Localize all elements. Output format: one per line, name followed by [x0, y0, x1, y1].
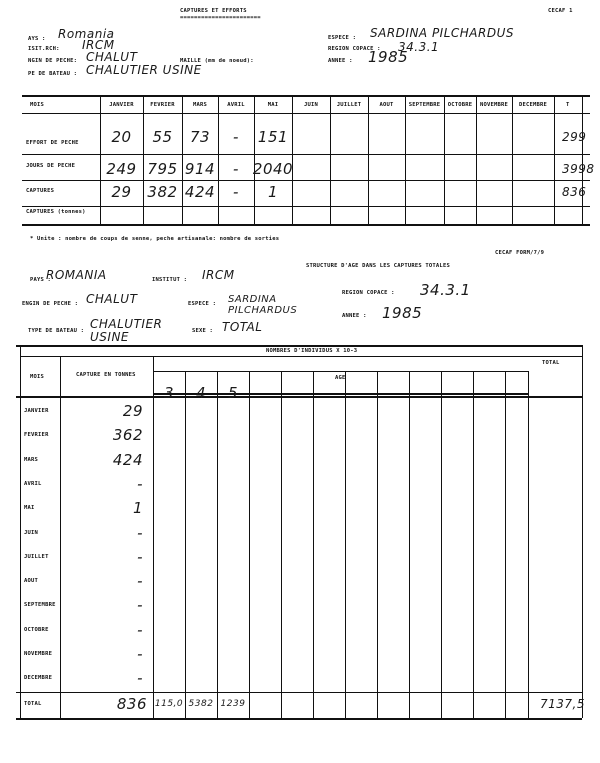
superheader-rule — [20, 356, 582, 357]
cell-value: 1 — [267, 183, 279, 201]
column-rule — [377, 371, 378, 718]
header-total: T — [566, 102, 570, 108]
column-rule — [60, 356, 61, 718]
b-annee-label: ANNEE : — [342, 313, 367, 319]
row-rule — [22, 154, 590, 155]
b-annee-value: 1985 — [382, 304, 423, 322]
month-label: MAI — [24, 505, 35, 512]
age-header-rule — [153, 371, 528, 372]
age-index-rule — [153, 393, 528, 395]
cell-value: 382 — [147, 183, 178, 201]
column-rule — [330, 95, 331, 224]
column-rule — [218, 95, 219, 224]
column-rule — [20, 345, 21, 718]
header-capture: CAPTURE EN TONNES — [76, 372, 136, 378]
capture-value: 1 — [132, 499, 143, 518]
header-month: OCTOBRE — [447, 102, 473, 108]
header-month: AVRIL — [227, 102, 245, 108]
column-rule — [441, 371, 442, 718]
capture-value: - — [137, 645, 143, 663]
age-index: 3 — [163, 384, 175, 402]
row-label: EFFORT DE PECHE — [26, 140, 79, 146]
cell-value: 795 — [147, 160, 178, 178]
bateau-value: CHALUTIER USINE — [86, 63, 202, 77]
form-code: CECAF 1 — [548, 8, 573, 14]
b-bateau-label: TYPE DE BATEAU : — [28, 328, 85, 334]
cell-value: - — [233, 128, 239, 146]
total-label: TOTAL — [24, 701, 42, 707]
bottom-form-code: CECAF FORM/7/9 — [495, 250, 545, 256]
month-label: NOVEMBRE — [24, 651, 53, 657]
annee-label: ANNEE : — [328, 58, 353, 64]
capture-value: - — [137, 596, 143, 615]
region-value: 34.3.1 — [398, 40, 440, 54]
row-total: 3998 — [562, 162, 595, 176]
column-rule — [554, 95, 555, 224]
row-label: CAPTURES — [26, 188, 55, 194]
b-region-label: REGION COPACE : — [342, 290, 395, 296]
capture-value: 29 — [122, 402, 143, 420]
header-month: NOVEMBRE — [479, 102, 509, 108]
institut-label: ISIT.RCH: — [28, 46, 60, 52]
header-month: JANVIER — [109, 102, 134, 108]
footnote: * Unite : nombre de coups de senne, peche artisanale: nombre de sorties — [30, 236, 280, 242]
grand-total: 7137,5 — [540, 697, 585, 711]
row-total: 299 — [562, 130, 587, 144]
cell-value: 151 — [257, 128, 289, 146]
age-index: 4 — [195, 384, 207, 402]
table-bottom-border — [22, 224, 590, 226]
b-pays-label: PAYS : — [30, 277, 52, 283]
row-rule — [22, 180, 590, 181]
capture-value: - — [137, 669, 143, 688]
engin-label: NGIN DE PECHE: — [28, 58, 78, 64]
header-month: SEPTEMBRE — [408, 102, 441, 108]
header-month: FEVRIER — [150, 102, 175, 108]
column-rule — [368, 95, 369, 224]
table-top-border — [22, 95, 590, 97]
total-age-value: 5382 — [188, 699, 214, 709]
capture-value: - — [137, 620, 143, 639]
capture-value: - — [137, 547, 143, 566]
espece-label: ESPECE : — [328, 35, 357, 41]
cell-value: - — [233, 160, 239, 178]
header-month: MARS — [192, 102, 208, 108]
age-structure-title: STRUCTURE D'AGE DANS LES CAPTURES TOTALES — [306, 263, 450, 269]
month-label: JANVIER — [24, 408, 49, 414]
month-label: OCTOBRE — [24, 626, 49, 633]
column-rule — [182, 95, 183, 224]
column-rule — [313, 371, 314, 718]
column-rule — [185, 371, 186, 718]
bateau-label: PE DE BATEAU : — [28, 71, 78, 77]
table-bottom-border — [16, 718, 582, 720]
cell-value: 29 — [111, 183, 132, 201]
capture-value: 424 — [112, 450, 143, 469]
header-total: TOTAL — [542, 360, 560, 366]
b-engin-label: ENGIN DE PECHE : — [22, 301, 79, 307]
header-bottom-rule — [16, 396, 582, 398]
cell-value: - — [233, 183, 239, 201]
row-rule — [22, 206, 590, 207]
month-label: FEVRIER — [24, 432, 49, 439]
column-rule — [473, 371, 474, 718]
pays-label: AYS : — [28, 36, 46, 42]
cell-value: 20 — [111, 128, 132, 146]
month-label: JUIN — [24, 529, 39, 536]
header-age: AGE — [335, 375, 346, 381]
cell-value: 55 — [152, 128, 173, 146]
header-bottom-rule — [22, 113, 590, 114]
column-rule — [582, 345, 583, 718]
column-rule — [249, 371, 250, 718]
cell-value: 914 — [184, 160, 216, 178]
month-label: SEPTEMBRE — [24, 602, 56, 609]
b-sexe-label: SEXE : — [192, 328, 214, 334]
month-label: AVRIL — [24, 480, 42, 487]
header-mois: MOIS — [30, 102, 45, 108]
column-rule — [405, 95, 406, 224]
form-title: CAPTURES ET EFFORTS — [180, 8, 247, 14]
month-label: AOUT — [24, 578, 39, 585]
b-espece-value: SARDINA PILCHARDUS — [228, 294, 298, 316]
capture-value: - — [137, 523, 143, 542]
b-pays-value: ROMANIA — [46, 268, 107, 282]
espece-value: SARDINA PILCHARDUS — [370, 26, 514, 40]
header-month: DECEMBRE — [518, 102, 548, 108]
month-label: JUILLET — [24, 553, 49, 560]
b-institut-label: INSTITUT : — [152, 277, 188, 283]
table-top-border — [16, 345, 582, 347]
column-rule — [143, 95, 144, 224]
header-month: AOUT — [379, 102, 394, 108]
annee-value: 1985 — [368, 48, 409, 66]
month-label: DECEMBRE — [24, 675, 53, 682]
row-label: CAPTURES (tonnes) — [26, 209, 86, 215]
column-rule — [100, 95, 101, 224]
pays-value: Romania — [58, 27, 115, 41]
column-rule — [153, 356, 154, 718]
b-sexe-value: TOTAL — [222, 320, 263, 334]
capture-value: - — [137, 572, 143, 591]
header-mois: MOIS — [30, 374, 45, 380]
b-engin-value: CHALUT — [86, 292, 138, 306]
b-bateau-value: CHALUTIER USINE — [90, 317, 163, 344]
header-month: JUIN — [303, 102, 319, 108]
cell-value: 2040 — [252, 160, 294, 178]
superheader: NOMBRES D'INDIVIDUS X 10-3 — [266, 348, 358, 354]
b-espece-label: ESPECE : — [188, 301, 217, 307]
capture-value: 362 — [112, 426, 143, 445]
column-rule — [582, 95, 583, 224]
total-capture: 836 — [116, 695, 147, 713]
b-region-value: 34.3.1 — [420, 281, 471, 299]
capture-value: - — [137, 474, 143, 493]
column-rule — [444, 95, 445, 224]
cell-value: 73 — [189, 128, 211, 146]
maille-label: MAILLE (mm de noeud): — [180, 58, 254, 64]
column-rule — [217, 371, 218, 718]
engin-value: CHALUT — [86, 50, 138, 64]
column-rule — [476, 95, 477, 224]
header-month: MAI — [267, 102, 279, 108]
header-month: JUILLET — [336, 102, 362, 108]
region-label: REGION COPACE : — [328, 46, 381, 52]
column-rule — [345, 371, 346, 718]
row-total: 836 — [562, 185, 587, 199]
column-rule — [281, 371, 282, 718]
month-label: MARS — [24, 456, 39, 463]
row-label: JOURS DE PECHE — [26, 163, 76, 169]
institut-value: IRCM — [82, 38, 115, 52]
cell-value: 424 — [184, 183, 216, 201]
total-age-value: 1239 — [220, 699, 246, 709]
column-rule — [409, 371, 410, 718]
b-institut-value: IRCM — [202, 268, 235, 282]
form-title-rule: ======================= — [180, 15, 261, 21]
column-rule — [528, 371, 529, 718]
column-rule — [505, 371, 506, 718]
age-index: 5 — [227, 384, 239, 402]
cell-value: 249 — [106, 160, 137, 178]
total-row-rule — [16, 692, 582, 693]
total-age-value: 115,0 — [154, 699, 184, 709]
column-rule — [512, 95, 513, 224]
